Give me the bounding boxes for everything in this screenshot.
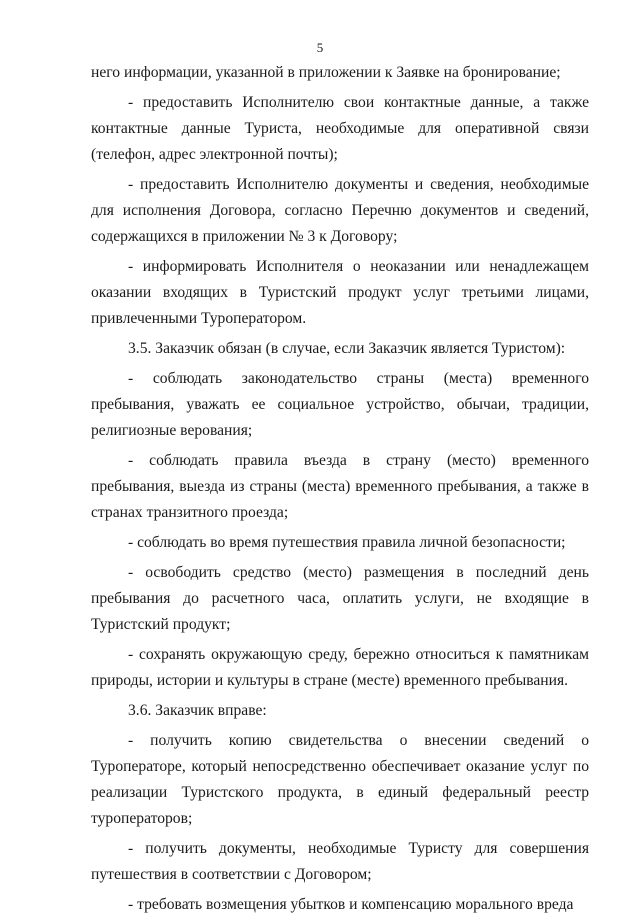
paragraph: - информировать Исполнителя о неоказании или ненадлежащем оказании входящих в Туристский продукт услуг третьими лицами, привлеченными Туроператором. — [91, 258, 589, 327]
paragraph: - получить копию свидетельства о внесении сведений о Туроператоре, который непосредственно обеспечивает оказание услуг по реализации Туристского продукта, в единый федеральный реестр туроператоров; — [91, 732, 589, 827]
paragraph: - требовать возмещения убытков и компенсацию морального вреда — [128, 896, 574, 913]
section-heading: 3.6. Заказчик вправе: — [128, 702, 267, 719]
paragraph: - соблюдать во время путешествия правила личной безопасности; — [128, 534, 566, 551]
paragraph: - освободить средство (место) размещения в последний день пребывания до расчетного часа, оплатить услуги, не входящие в Туристский продукт; — [91, 564, 589, 633]
paragraph: - предоставить Исполнителю свои контактные данные, а также контактные данные Туриста, необходимые для оперативной связи (телефон, адрес электронной почты); — [91, 94, 589, 163]
paragraph: - сохранять окружающую среду, бережно относиться к памятникам природы, истории и культуры в стране (месте) временного пребывания. — [91, 646, 589, 689]
paragraph: - соблюдать законодательство страны (места) временного пребывания, уважать ее социальное устройство, обычаи, традиции, религиозные верования; — [91, 370, 589, 439]
paragraph: - получить документы, необходимые Туристу для совершения путешествия в соответствии с Договором; — [91, 840, 589, 883]
paragraph: него информации, указанной в приложении к Заявке на бронирование; — [91, 64, 561, 81]
document-body — [91, 60, 589, 918]
paragraph: - предоставить Исполнителю документы и сведения, необходимые для исполнения Договора, согласно Перечню документов и сведений, содержащихся в приложении № 3 к Договору; — [91, 176, 589, 245]
paragraph: - соблюдать правила въезда в страну (место) временного пребывания, выезда из страны (места) временного пребывания, а также в странах транзитного проезда; — [91, 452, 589, 521]
section-heading: 3.5. Заказчик обязан (в случае, если Заказчик является Туристом): — [128, 340, 566, 357]
page-number: 5 — [316, 40, 324, 55]
